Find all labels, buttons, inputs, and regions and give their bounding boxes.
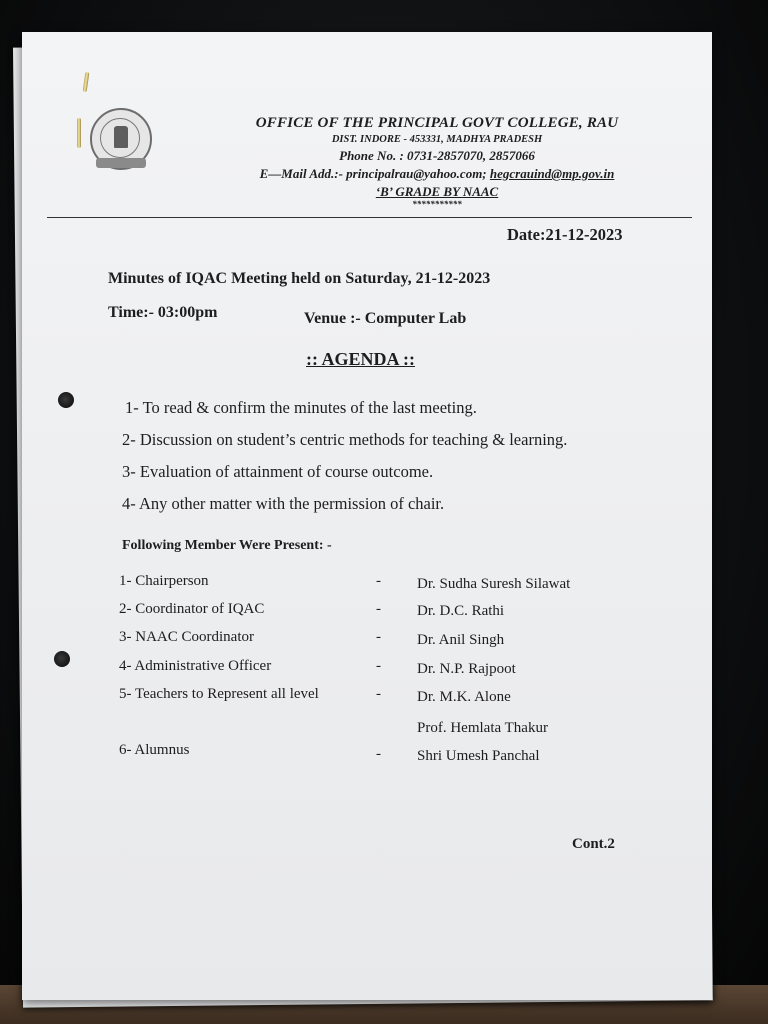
meeting-date: Date:21-12-2023: [507, 225, 623, 244]
letterhead: [187, 114, 687, 208]
header-rule: [47, 217, 692, 218]
member-role: 4- Administrative Officer: [119, 658, 272, 674]
email-line: [187, 165, 687, 183]
email-prefix: E—Mail Add.:- principalrau@yahoo.com;: [259, 166, 490, 181]
member-row: [22, 601, 712, 625]
member-dash: -: [376, 629, 381, 645]
member-name: Dr. D.C. Rathi: [417, 603, 505, 619]
member-dash: -: [376, 686, 381, 702]
member-role: 3- NAAC Coordinator: [119, 629, 254, 645]
seal-ribbon: [96, 158, 146, 168]
stapler-pin: [77, 118, 81, 148]
punch-hole: [58, 392, 74, 408]
member-row: [22, 686, 712, 710]
naac-grade: ‘B’ GRADE BY NAAC: [375, 184, 499, 199]
member-dash: -: [376, 658, 381, 674]
member-dash: -: [376, 601, 381, 617]
member-role: 1- Chairperson: [119, 573, 209, 589]
agenda-item: 4- Any other matter with the permission of chair.: [122, 494, 445, 513]
meeting-time: Time:- 03:00pm: [108, 304, 218, 321]
email-link: hegcrauind@mp.gov.in: [489, 166, 615, 181]
member-name: Dr. Anil Singh: [417, 632, 505, 648]
agenda-item: 1- To read & confirm the minutes of the last meeting.: [125, 398, 477, 417]
member-name: Prof. Hemlata Thakur: [417, 720, 548, 736]
member-name: Dr. M.K. Alone: [417, 689, 511, 705]
member-row: [22, 629, 712, 653]
phone-line: Phone No. : 0731-2857070, 2857066: [339, 148, 535, 163]
document-page: [22, 32, 712, 1000]
member-row: [22, 573, 712, 597]
agenda-item: 3- Evaluation of attainment of course outcome.: [122, 462, 434, 481]
stapler-pin: [83, 72, 90, 92]
agenda-title: :: AGENDA ::: [306, 349, 415, 369]
district-line: DIST. INDORE - 453331, MADHYA PRADESH: [331, 134, 543, 145]
member-row: [22, 742, 712, 766]
member-dash: -: [376, 746, 381, 762]
member-name: Dr. Sudha Suresh Silawat: [417, 576, 571, 592]
member-dash: -: [376, 573, 381, 589]
member-row: [22, 658, 712, 682]
office-title: OFFICE OF THE PRINCIPAL GOVT COLLEGE, RAU: [255, 115, 619, 131]
minutes-title: Minutes of IQAC Meeting held on Saturday, 21-12-2023: [108, 270, 491, 287]
star-divider: ***********: [412, 199, 462, 209]
member-name: Dr. N.P. Rajpoot: [417, 661, 516, 677]
punch-hole: [54, 651, 70, 667]
member-role: 5- Teachers to Represent all level: [119, 686, 319, 702]
agenda-item: 2- Discussion on student’s centric methods for teaching & learning.: [122, 430, 568, 449]
member-role: 2- Coordinator of IQAC: [119, 601, 265, 617]
continued-marker: Cont.2: [572, 836, 615, 852]
member-row: [22, 718, 712, 742]
meeting-venue: Venue :- Computer Lab: [304, 310, 467, 327]
member-role: 6- Alumnus: [119, 742, 190, 758]
agenda-list: [122, 392, 567, 520]
present-heading: Following Member Were Present: -: [122, 538, 332, 553]
member-name: Shri Umesh Panchal: [417, 748, 540, 764]
